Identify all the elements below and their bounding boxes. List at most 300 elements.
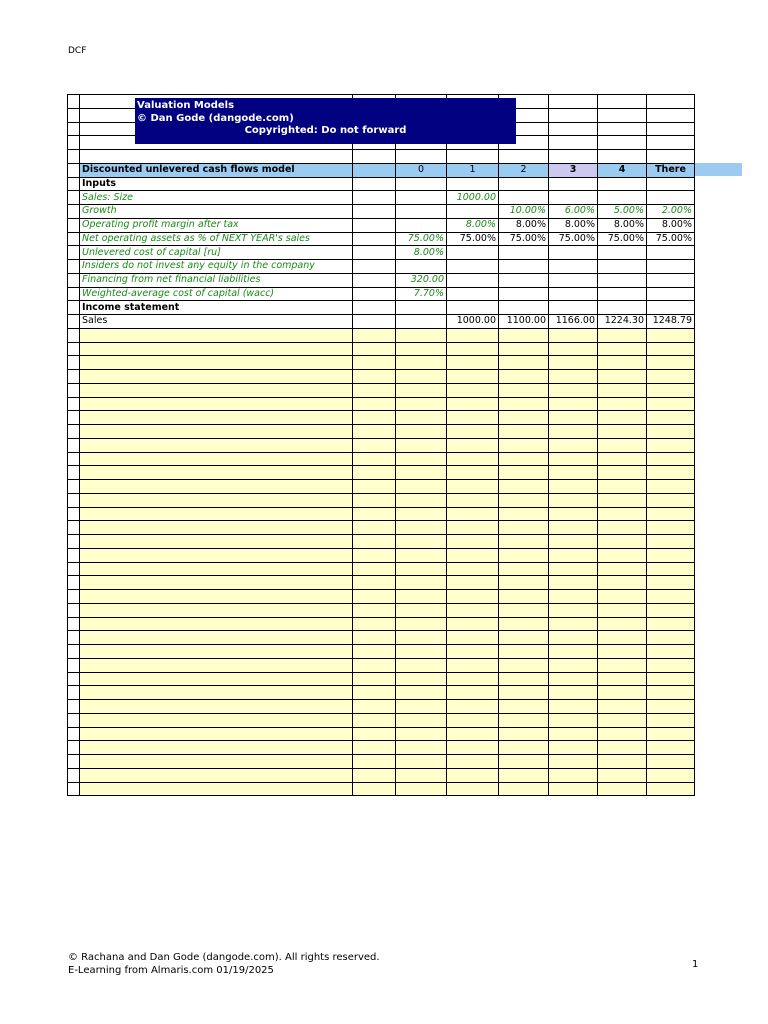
cell[interactable]: [80, 603, 353, 617]
cell[interactable]: [499, 356, 549, 370]
cell[interactable]: [647, 535, 695, 549]
cell[interactable]: [647, 576, 695, 590]
cell[interactable]: [549, 122, 598, 136]
value-cell[interactable]: 4: [598, 163, 647, 177]
cell[interactable]: [80, 645, 353, 659]
cell[interactable]: [647, 700, 695, 714]
cell[interactable]: [353, 645, 396, 659]
cell[interactable]: [447, 493, 499, 507]
cell[interactable]: [598, 686, 647, 700]
cell[interactable]: [396, 411, 447, 425]
cell[interactable]: [68, 782, 80, 796]
cell[interactable]: [499, 590, 549, 604]
cell[interactable]: [499, 328, 549, 342]
cell[interactable]: [499, 782, 549, 796]
cell[interactable]: [499, 521, 549, 535]
cell[interactable]: [396, 562, 447, 576]
cell[interactable]: [549, 328, 598, 342]
row-label[interactable]: Inputs: [80, 177, 353, 191]
value-cell[interactable]: 8.00%: [447, 218, 499, 232]
cell[interactable]: [598, 576, 647, 590]
cell[interactable]: [80, 672, 353, 686]
cell[interactable]: [499, 672, 549, 686]
value-cell[interactable]: [549, 177, 598, 191]
value-cell[interactable]: [447, 260, 499, 274]
cell[interactable]: [353, 493, 396, 507]
cell[interactable]: [68, 645, 80, 659]
cell[interactable]: [447, 590, 499, 604]
spacer-cell[interactable]: [353, 287, 396, 301]
spacer-cell[interactable]: [353, 315, 396, 329]
row-label[interactable]: Financing from net financial liabilities: [80, 273, 353, 287]
value-cell[interactable]: [598, 273, 647, 287]
row-label[interactable]: Growth: [80, 205, 353, 219]
value-cell[interactable]: 1224.30: [598, 315, 647, 329]
cell[interactable]: [647, 411, 695, 425]
cell[interactable]: [647, 493, 695, 507]
cell[interactable]: [549, 727, 598, 741]
cell[interactable]: [80, 576, 353, 590]
cell[interactable]: [396, 617, 447, 631]
cell[interactable]: [396, 452, 447, 466]
value-cell[interactable]: 2.00%: [647, 205, 695, 219]
cell[interactable]: [68, 425, 80, 439]
cell[interactable]: [549, 466, 598, 480]
value-cell[interactable]: 75.00%: [499, 232, 549, 246]
value-cell[interactable]: [499, 191, 549, 205]
cell[interactable]: [549, 493, 598, 507]
cell[interactable]: [396, 548, 447, 562]
value-cell[interactable]: [396, 260, 447, 274]
cell[interactable]: [647, 356, 695, 370]
cell[interactable]: [447, 411, 499, 425]
cell[interactable]: [647, 782, 695, 796]
value-cell[interactable]: 0: [396, 163, 447, 177]
cell[interactable]: [353, 370, 396, 384]
cell[interactable]: [549, 108, 598, 122]
value-cell[interactable]: [598, 301, 647, 315]
cell[interactable]: [598, 150, 647, 164]
cell[interactable]: [447, 672, 499, 686]
cell[interactable]: [68, 507, 80, 521]
cell[interactable]: [396, 493, 447, 507]
cell[interactable]: [499, 755, 549, 769]
value-cell[interactable]: 8.00%: [549, 218, 598, 232]
cell[interactable]: [549, 480, 598, 494]
cell[interactable]: [499, 507, 549, 521]
value-cell[interactable]: There: [647, 163, 695, 177]
cell[interactable]: [647, 122, 695, 136]
cell[interactable]: [353, 741, 396, 755]
value-cell[interactable]: [447, 246, 499, 260]
value-cell[interactable]: [447, 301, 499, 315]
cell[interactable]: [353, 466, 396, 480]
spacer-cell[interactable]: [353, 218, 396, 232]
cell[interactable]: [598, 590, 647, 604]
value-cell[interactable]: 75.00%: [396, 232, 447, 246]
cell[interactable]: [396, 535, 447, 549]
row-label[interactable]: Weighted-average cost of capital (wacc): [80, 287, 353, 301]
cell[interactable]: [598, 755, 647, 769]
cell[interactable]: [80, 397, 353, 411]
value-cell[interactable]: 6.00%: [549, 205, 598, 219]
cell[interactable]: [447, 397, 499, 411]
spacer-cell[interactable]: [353, 260, 396, 274]
cell[interactable]: [353, 507, 396, 521]
value-cell[interactable]: 320.00: [396, 273, 447, 287]
cell[interactable]: [68, 411, 80, 425]
cell[interactable]: [499, 727, 549, 741]
cell[interactable]: [598, 645, 647, 659]
value-cell[interactable]: [549, 301, 598, 315]
cell[interactable]: [68, 562, 80, 576]
cell[interactable]: [499, 645, 549, 659]
cell[interactable]: [647, 466, 695, 480]
cell[interactable]: [80, 686, 353, 700]
row-label[interactable]: Income statement: [80, 301, 353, 315]
cell[interactable]: [499, 617, 549, 631]
value-cell[interactable]: [647, 273, 695, 287]
cell[interactable]: [499, 603, 549, 617]
cell[interactable]: [647, 383, 695, 397]
cell[interactable]: [499, 150, 549, 164]
spacer-cell[interactable]: [353, 232, 396, 246]
cell[interactable]: [647, 658, 695, 672]
cell[interactable]: [68, 383, 80, 397]
cell[interactable]: [353, 686, 396, 700]
cell[interactable]: [549, 782, 598, 796]
cell[interactable]: [598, 782, 647, 796]
cell[interactable]: [647, 768, 695, 782]
value-cell[interactable]: 1000.00: [447, 191, 499, 205]
cell[interactable]: [447, 452, 499, 466]
cell[interactable]: [80, 356, 353, 370]
cell[interactable]: [549, 95, 598, 109]
cell[interactable]: [396, 768, 447, 782]
value-cell[interactable]: [499, 287, 549, 301]
cell[interactable]: [68, 535, 80, 549]
cell[interactable]: [80, 741, 353, 755]
value-cell[interactable]: 75.00%: [598, 232, 647, 246]
value-cell[interactable]: [447, 287, 499, 301]
cell[interactable]: [353, 425, 396, 439]
cell[interactable]: [499, 631, 549, 645]
cell[interactable]: [68, 108, 80, 122]
cell[interactable]: [499, 548, 549, 562]
cell[interactable]: [68, 480, 80, 494]
cell[interactable]: [447, 548, 499, 562]
cell[interactable]: [68, 727, 80, 741]
cell[interactable]: [80, 658, 353, 672]
cell[interactable]: [68, 397, 80, 411]
cell[interactable]: [68, 700, 80, 714]
cell[interactable]: [68, 328, 80, 342]
cell[interactable]: [549, 755, 598, 769]
spacer-cell[interactable]: [353, 163, 396, 177]
cell[interactable]: [647, 645, 695, 659]
cell[interactable]: [499, 713, 549, 727]
cell[interactable]: [598, 713, 647, 727]
cell[interactable]: [447, 768, 499, 782]
cell[interactable]: [549, 658, 598, 672]
cell[interactable]: [549, 590, 598, 604]
cell[interactable]: [68, 95, 80, 109]
cell[interactable]: [549, 397, 598, 411]
cell[interactable]: [353, 631, 396, 645]
cell[interactable]: [598, 700, 647, 714]
cell[interactable]: [396, 755, 447, 769]
cell[interactable]: [447, 645, 499, 659]
value-cell[interactable]: 8.00%: [598, 218, 647, 232]
cell[interactable]: [353, 603, 396, 617]
cell[interactable]: [353, 411, 396, 425]
cell[interactable]: [447, 755, 499, 769]
cell[interactable]: [396, 466, 447, 480]
value-cell[interactable]: [499, 246, 549, 260]
cell[interactable]: [647, 95, 695, 109]
cell[interactable]: [647, 672, 695, 686]
cell[interactable]: [353, 342, 396, 356]
cell[interactable]: [68, 342, 80, 356]
cell[interactable]: [353, 672, 396, 686]
cell[interactable]: [549, 631, 598, 645]
value-cell[interactable]: [499, 273, 549, 287]
cell[interactable]: [80, 521, 353, 535]
cell[interactable]: [396, 438, 447, 452]
cell[interactable]: [80, 150, 353, 164]
cell[interactable]: [499, 741, 549, 755]
cell[interactable]: [396, 658, 447, 672]
cell[interactable]: [68, 438, 80, 452]
cell[interactable]: [80, 631, 353, 645]
cell[interactable]: [396, 741, 447, 755]
cell[interactable]: [549, 645, 598, 659]
cell[interactable]: [80, 466, 353, 480]
value-cell[interactable]: [647, 191, 695, 205]
cell[interactable]: [447, 782, 499, 796]
cell[interactable]: [353, 782, 396, 796]
cell[interactable]: [499, 493, 549, 507]
cell[interactable]: [549, 370, 598, 384]
cell[interactable]: [647, 136, 695, 150]
cell[interactable]: [499, 452, 549, 466]
cell[interactable]: [447, 603, 499, 617]
cell[interactable]: [598, 108, 647, 122]
cell[interactable]: [598, 535, 647, 549]
cell[interactable]: [447, 328, 499, 342]
cell[interactable]: [499, 480, 549, 494]
cell[interactable]: [80, 562, 353, 576]
cell[interactable]: [447, 727, 499, 741]
cell[interactable]: [447, 342, 499, 356]
cell[interactable]: [353, 521, 396, 535]
value-cell[interactable]: [549, 246, 598, 260]
cell[interactable]: [396, 782, 447, 796]
value-cell[interactable]: [396, 301, 447, 315]
value-cell[interactable]: [598, 246, 647, 260]
cell[interactable]: [80, 617, 353, 631]
value-cell[interactable]: [647, 177, 695, 191]
cell[interactable]: [68, 122, 80, 136]
cell[interactable]: [80, 727, 353, 741]
cell[interactable]: [647, 328, 695, 342]
cell[interactable]: [598, 397, 647, 411]
value-cell[interactable]: [598, 191, 647, 205]
cell[interactable]: [549, 700, 598, 714]
cell[interactable]: [499, 342, 549, 356]
cell[interactable]: [353, 590, 396, 604]
cell[interactable]: [68, 755, 80, 769]
cell[interactable]: [68, 452, 80, 466]
cell[interactable]: [80, 342, 353, 356]
cell[interactable]: [647, 425, 695, 439]
cell[interactable]: [447, 741, 499, 755]
cell[interactable]: [68, 686, 80, 700]
value-cell[interactable]: [598, 287, 647, 301]
value-cell[interactable]: [499, 301, 549, 315]
cell[interactable]: [447, 562, 499, 576]
cell[interactable]: [353, 755, 396, 769]
cell[interactable]: [549, 383, 598, 397]
cell[interactable]: [68, 136, 80, 150]
cell[interactable]: [447, 370, 499, 384]
cell[interactable]: [68, 713, 80, 727]
value-cell[interactable]: 8.00%: [396, 246, 447, 260]
cell[interactable]: [80, 713, 353, 727]
cell[interactable]: [499, 370, 549, 384]
cell[interactable]: [549, 356, 598, 370]
cell[interactable]: [68, 548, 80, 562]
cell[interactable]: [80, 493, 353, 507]
cell[interactable]: [647, 342, 695, 356]
cell[interactable]: [68, 603, 80, 617]
cell[interactable]: [549, 562, 598, 576]
cell[interactable]: [598, 727, 647, 741]
value-cell[interactable]: 75.00%: [447, 232, 499, 246]
cell[interactable]: [353, 562, 396, 576]
cell[interactable]: [598, 95, 647, 109]
cell[interactable]: [499, 562, 549, 576]
cell[interactable]: [353, 535, 396, 549]
row-label[interactable]: Unlevered cost of capital [ru]: [80, 246, 353, 260]
value-cell[interactable]: 75.00%: [549, 232, 598, 246]
cell[interactable]: [647, 590, 695, 604]
cell[interactable]: [647, 686, 695, 700]
cell[interactable]: [68, 150, 80, 164]
cell[interactable]: [396, 603, 447, 617]
cell[interactable]: [396, 631, 447, 645]
cell[interactable]: [598, 122, 647, 136]
cell[interactable]: [598, 507, 647, 521]
cell[interactable]: [499, 658, 549, 672]
cell[interactable]: [598, 521, 647, 535]
value-cell[interactable]: [549, 260, 598, 274]
cell[interactable]: [396, 150, 447, 164]
cell[interactable]: [447, 576, 499, 590]
cell[interactable]: [353, 700, 396, 714]
value-cell[interactable]: [549, 191, 598, 205]
cell[interactable]: [647, 727, 695, 741]
cell[interactable]: [598, 562, 647, 576]
value-cell[interactable]: [549, 273, 598, 287]
cell[interactable]: [396, 480, 447, 494]
cell[interactable]: [447, 535, 499, 549]
cell[interactable]: [549, 672, 598, 686]
cell[interactable]: [396, 397, 447, 411]
cell[interactable]: [396, 590, 447, 604]
cell[interactable]: [353, 397, 396, 411]
cell[interactable]: [549, 548, 598, 562]
cell[interactable]: [396, 700, 447, 714]
value-cell[interactable]: 8.00%: [499, 218, 549, 232]
cell[interactable]: [80, 480, 353, 494]
spacer-cell[interactable]: [353, 301, 396, 315]
cell[interactable]: [353, 356, 396, 370]
value-cell[interactable]: [598, 260, 647, 274]
cell[interactable]: [598, 342, 647, 356]
cell[interactable]: [68, 741, 80, 755]
cell[interactable]: [80, 411, 353, 425]
cell[interactable]: [549, 150, 598, 164]
cell[interactable]: [647, 741, 695, 755]
cell[interactable]: [499, 535, 549, 549]
cell[interactable]: [647, 108, 695, 122]
cell[interactable]: [80, 548, 353, 562]
row-label[interactable]: Sales: [80, 315, 353, 329]
cell[interactable]: [598, 617, 647, 631]
value-cell[interactable]: 1166.00: [549, 315, 598, 329]
cell[interactable]: [353, 658, 396, 672]
cell[interactable]: [396, 370, 447, 384]
cell[interactable]: [80, 370, 353, 384]
cell[interactable]: [447, 686, 499, 700]
cell[interactable]: [447, 480, 499, 494]
cell[interactable]: [549, 576, 598, 590]
value-cell[interactable]: 1000.00: [447, 315, 499, 329]
cell[interactable]: [549, 438, 598, 452]
cell[interactable]: [598, 603, 647, 617]
value-cell[interactable]: [396, 218, 447, 232]
row-label[interactable]: Sales: Size: [80, 191, 353, 205]
cell[interactable]: [80, 590, 353, 604]
cell[interactable]: [353, 150, 396, 164]
value-cell[interactable]: [499, 177, 549, 191]
cell[interactable]: [396, 521, 447, 535]
cell[interactable]: [647, 507, 695, 521]
cell[interactable]: [549, 686, 598, 700]
cell[interactable]: [80, 425, 353, 439]
cell[interactable]: [353, 383, 396, 397]
cell[interactable]: [499, 700, 549, 714]
cell[interactable]: [353, 713, 396, 727]
cell[interactable]: [647, 438, 695, 452]
value-cell[interactable]: [447, 273, 499, 287]
cell[interactable]: [353, 548, 396, 562]
value-cell[interactable]: [447, 177, 499, 191]
cell[interactable]: [353, 438, 396, 452]
cell[interactable]: [598, 383, 647, 397]
cell[interactable]: [598, 658, 647, 672]
cell[interactable]: [647, 562, 695, 576]
cell[interactable]: [647, 755, 695, 769]
value-cell[interactable]: 75.00%: [647, 232, 695, 246]
cell[interactable]: [598, 370, 647, 384]
cell[interactable]: [499, 397, 549, 411]
cell[interactable]: [447, 700, 499, 714]
cell[interactable]: [68, 466, 80, 480]
value-cell[interactable]: [647, 287, 695, 301]
cell[interactable]: [353, 727, 396, 741]
